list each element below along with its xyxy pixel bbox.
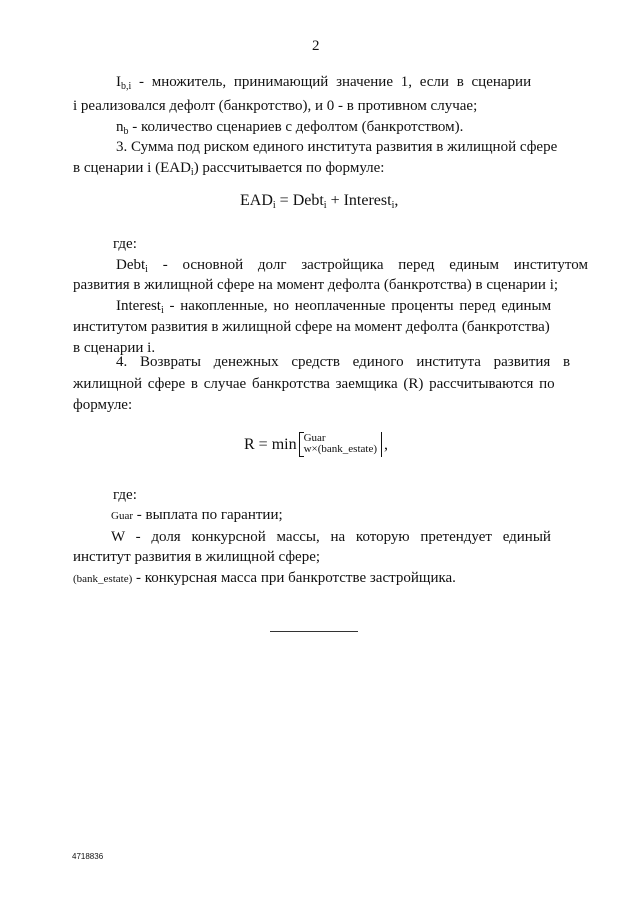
interest-text: - накопленные, но неоплаченные проценты перед единым bbox=[163, 298, 552, 314]
page-number: 2 bbox=[312, 38, 320, 54]
formula-r-comma: , bbox=[384, 435, 388, 453]
where-label-1: где: bbox=[113, 236, 137, 252]
paragraph-3-sub: i bbox=[190, 167, 194, 178]
w-text: - доля конкурсной массы, на которую претендует единый bbox=[124, 529, 551, 545]
nb-text: - количество сценариев с дефолтом (банкротством). bbox=[128, 119, 464, 135]
paragraph-4-line1: 4. Возвраты денежных средств единого института развития в bbox=[116, 354, 571, 370]
paragraph-3-line2 bbox=[73, 158, 384, 183]
bank-estate-definition bbox=[73, 568, 456, 590]
ibi-subscript: b,i bbox=[121, 81, 132, 92]
bank-estate-symbol: (bank_estate) bbox=[73, 573, 133, 585]
formula-r bbox=[244, 432, 388, 457]
paragraph-4-line3: формуле: bbox=[73, 397, 133, 413]
formula-r-bracket bbox=[299, 432, 382, 457]
formula-r-lhs: R = min bbox=[244, 435, 297, 453]
nb-subscript: b bbox=[123, 126, 129, 137]
paragraph-4-line2: жилищной сфере в случае банкротства заемщика (R) рассчитываются по bbox=[73, 376, 555, 392]
interest-definition-line2: институтом развития в жилищной сфере на момент дефолта (банкротства) bbox=[73, 319, 550, 335]
where-label-2: где: bbox=[113, 487, 137, 503]
nb-symbol: n bbox=[116, 119, 124, 135]
document-id: 4718836 bbox=[72, 852, 104, 861]
separator-rule bbox=[270, 631, 358, 632]
formula-ead-comma: , bbox=[394, 192, 399, 209]
interest-symbol: Interest bbox=[116, 298, 161, 314]
formula-ead-lhs: EAD bbox=[240, 192, 273, 209]
formula-ead-interest: + Interest bbox=[326, 192, 392, 209]
debt-subscript: i bbox=[145, 264, 148, 275]
interest-definition-line3: в сценарии i. bbox=[73, 340, 156, 356]
guar-text: - выплата по гарантии; bbox=[133, 507, 283, 523]
bank-estate-text: - конкурсная масса при банкротстве застройщика. bbox=[132, 570, 456, 586]
ibi-text: - множитель, принимающий значение 1, если в сценарии bbox=[131, 74, 532, 90]
formula-ead-debt-sub: i bbox=[323, 200, 327, 211]
formula-ead-interest-sub: i bbox=[391, 200, 395, 211]
debt-definition-line2: развития в жилищной сфере на момент дефолта (банкротства) в сценарии i; bbox=[73, 277, 559, 293]
interest-subscript: i bbox=[160, 305, 164, 316]
debt-text: - основной долг застройщика перед единым институтом bbox=[147, 257, 588, 273]
formula-r-bottom: w×(bank_estate) bbox=[303, 443, 377, 455]
paragraph-3-end: ) рассчитывается по формуле: bbox=[193, 160, 385, 176]
paragraph-3-line1: 3. Сумма под риском единого института развития в жилищной сфере bbox=[116, 139, 558, 155]
paragraph-3-text: в сценарии i (EAD bbox=[73, 160, 191, 176]
formula-ead-lhs-sub: i bbox=[272, 200, 276, 211]
ibi-symbol: I bbox=[116, 74, 121, 90]
ibi-definition-line2: i реализовался дефолт (банкротство), и 0 - в противном случае; bbox=[73, 98, 478, 114]
w-symbol: W bbox=[111, 529, 125, 545]
formula-ead bbox=[240, 192, 398, 211]
debt-symbol: Debt bbox=[116, 257, 146, 273]
w-definition-line1 bbox=[111, 527, 558, 548]
w-definition-line2: институт развития в жилищной сфере; bbox=[73, 549, 321, 565]
guar-definition bbox=[111, 505, 283, 527]
guar-symbol: Guar bbox=[111, 510, 133, 522]
formula-ead-debt: = Debt bbox=[275, 192, 324, 209]
formula-r-top: Guar bbox=[303, 432, 326, 444]
ibi-definition-line1 bbox=[116, 72, 558, 97]
